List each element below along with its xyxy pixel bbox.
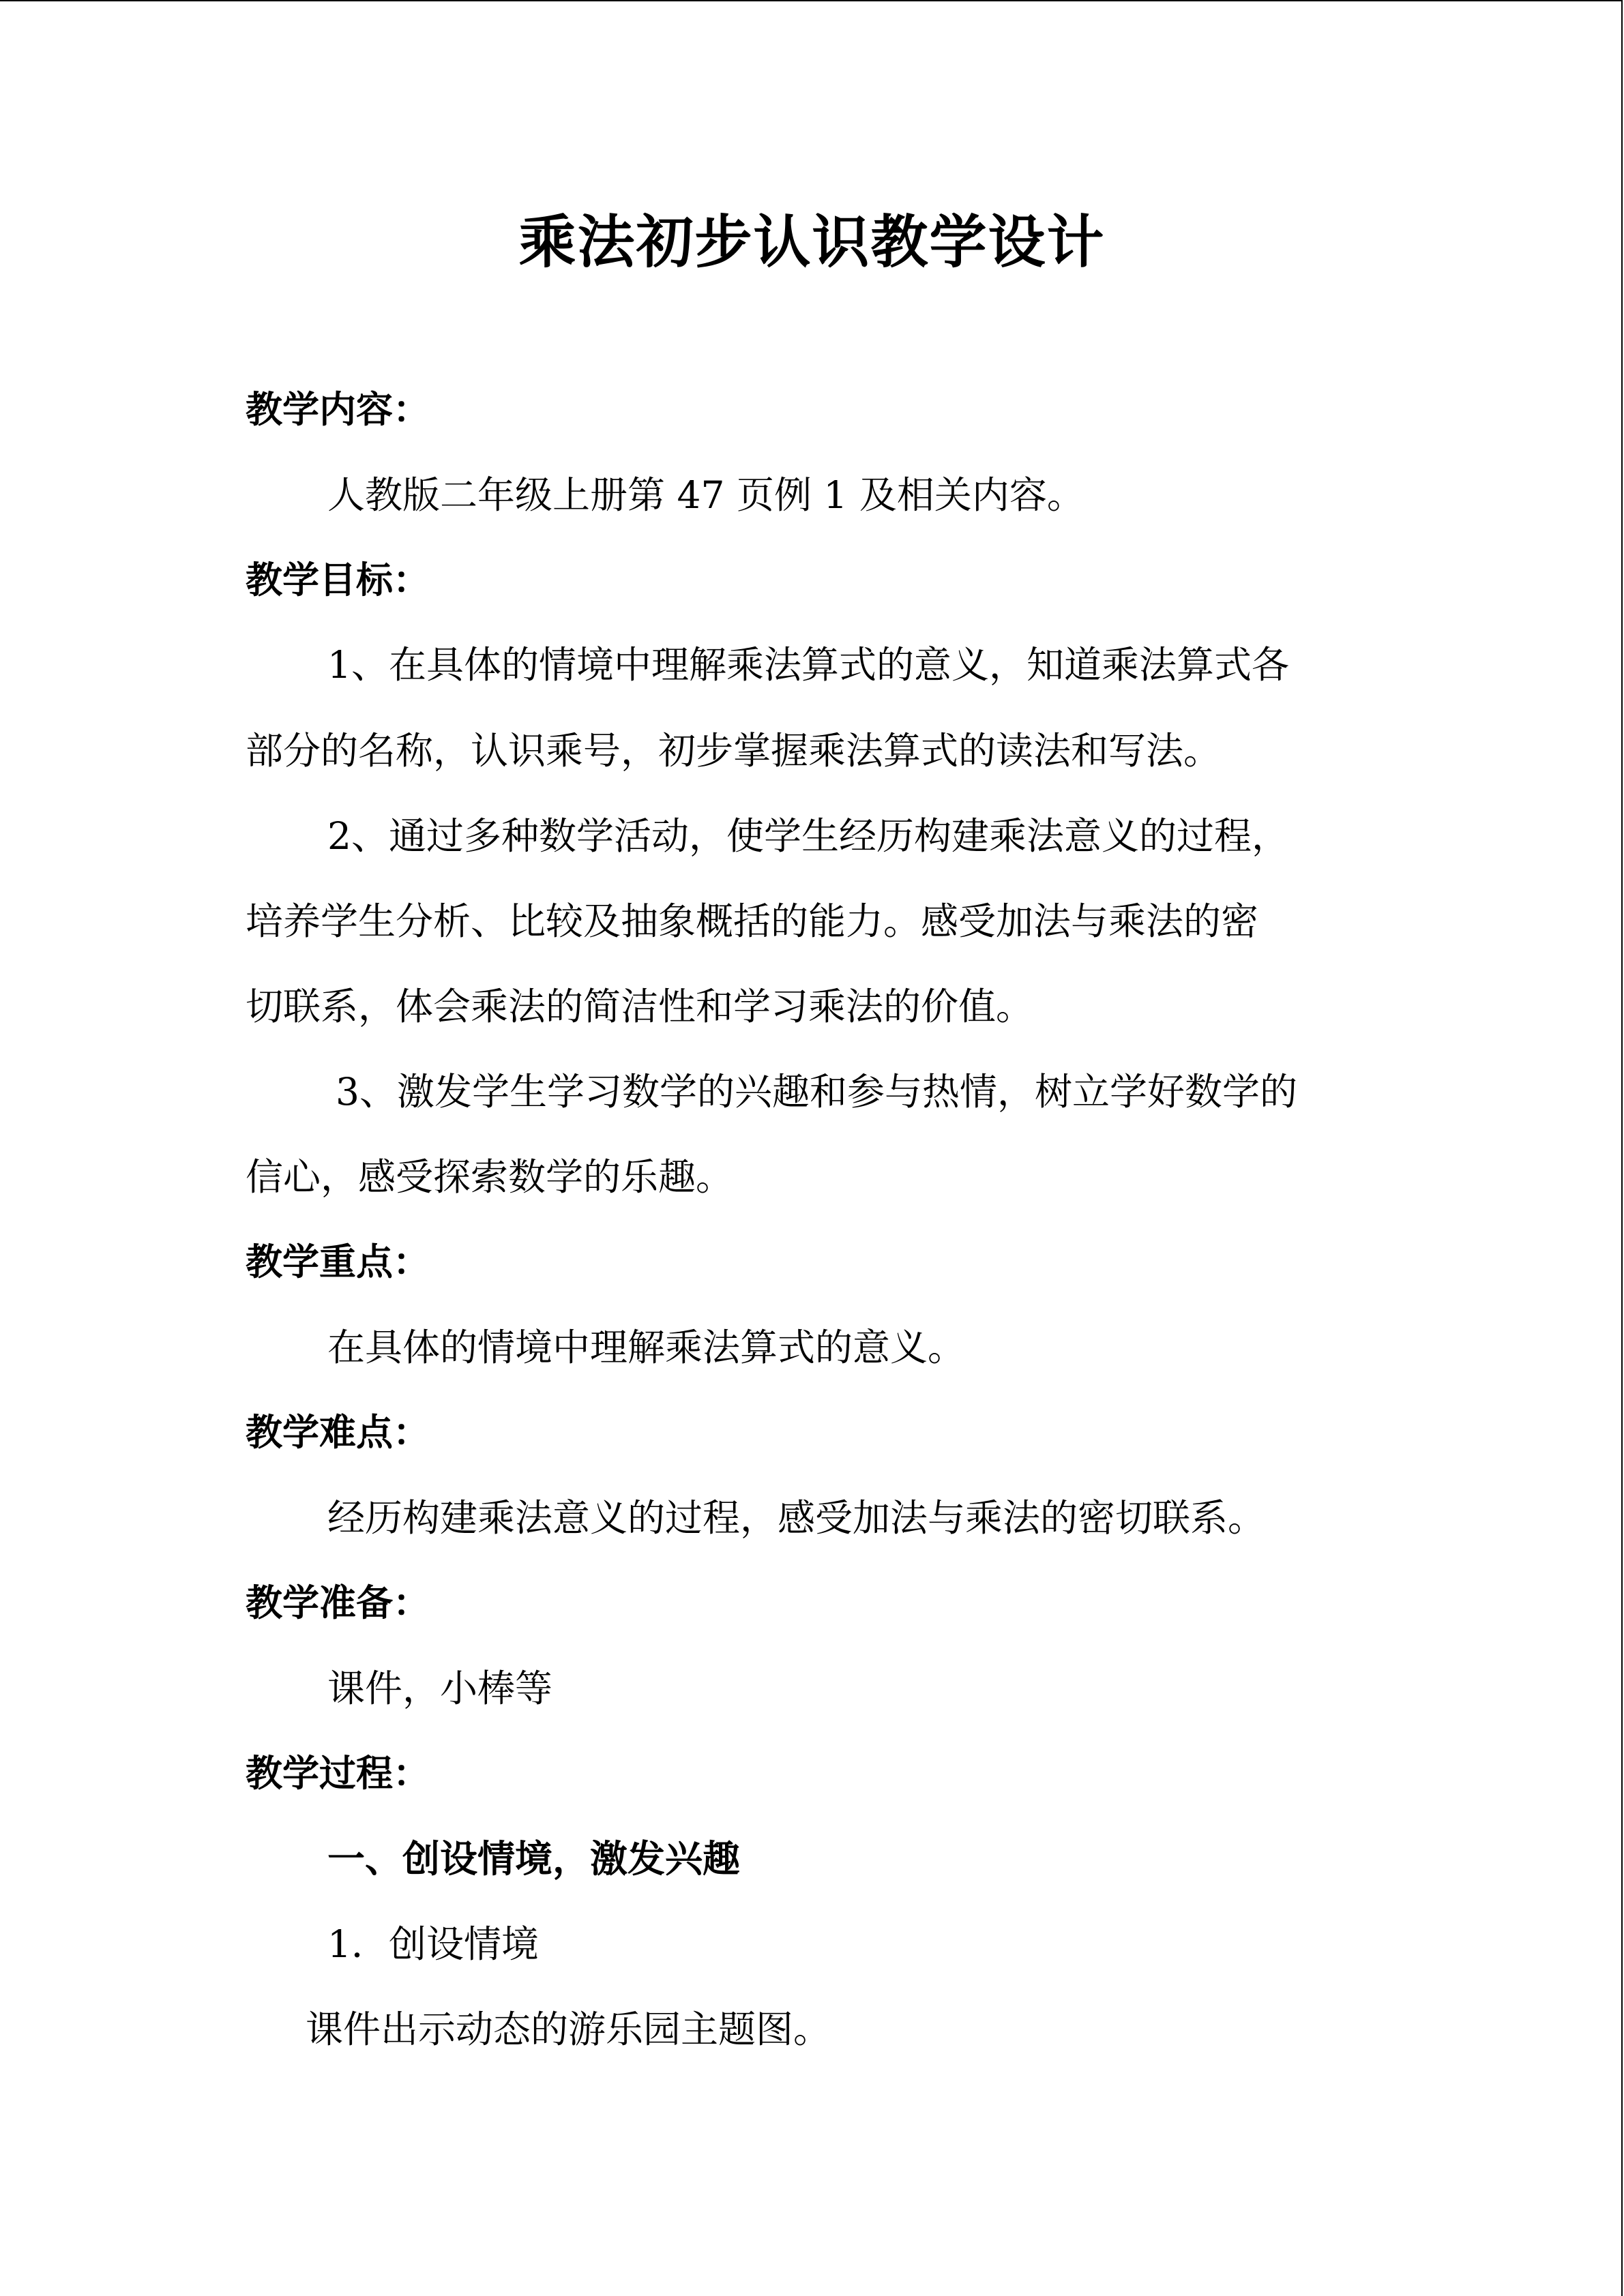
difficulty-text: 经历构建乘法意义的过程，感受加法与乘法的密切联系。 [327, 1496, 1266, 1540]
goals-heading: 教学目标： [246, 558, 430, 601]
process-heading: 教学过程： [246, 1752, 430, 1795]
goal-2-line-2: 培养学生分析、比较及抽象概括的能力。感受加法与乘法的密 [246, 899, 1259, 943]
step-1-text: 课件出示动态的游乐园主题图。 [306, 2008, 831, 2051]
prep-heading: 教学准备： [246, 1581, 430, 1624]
prep-text: 课件，小棒等 [327, 1667, 553, 1710]
goal-1-line-2: 部分的名称，认识乘号，初步掌握乘法算式的读法和写法。 [246, 729, 1222, 773]
goal-3-line-2: 信心，感受探索数学的乐趣。 [246, 1155, 734, 1199]
goal-2-line-3: 切联系，体会乘法的简洁性和学习乘法的价值。 [246, 985, 1034, 1028]
difficulty-heading: 教学难点： [246, 1411, 430, 1454]
key-heading: 教学重点： [246, 1240, 430, 1283]
goal-2-line-1: 2、通过多种数学活动，使学生经历构建乘法意义的过程， [327, 814, 1289, 858]
step-1-subheading: 1．创设情境 [327, 1922, 539, 1966]
key-text: 在具体的情境中理解乘法算式的意义。 [327, 1326, 966, 1369]
step-1-heading: 一、创设情境，激发兴趣 [327, 1837, 741, 1881]
content-text: 人教版二年级上册第 47 页例 1 及相关内容。 [327, 473, 1084, 517]
goal-1-line-1: 1、在具体的情境中理解乘法算式的意义，知道乘法算式各 [327, 643, 1289, 687]
goal-3-line-1: 3、激发学生学习数学的兴趣和参与热情，树立学好数学的 [336, 1070, 1297, 1114]
content-heading: 教学内容： [246, 388, 430, 431]
page-title: 乘法初步认识教学设计 [518, 209, 1106, 275]
